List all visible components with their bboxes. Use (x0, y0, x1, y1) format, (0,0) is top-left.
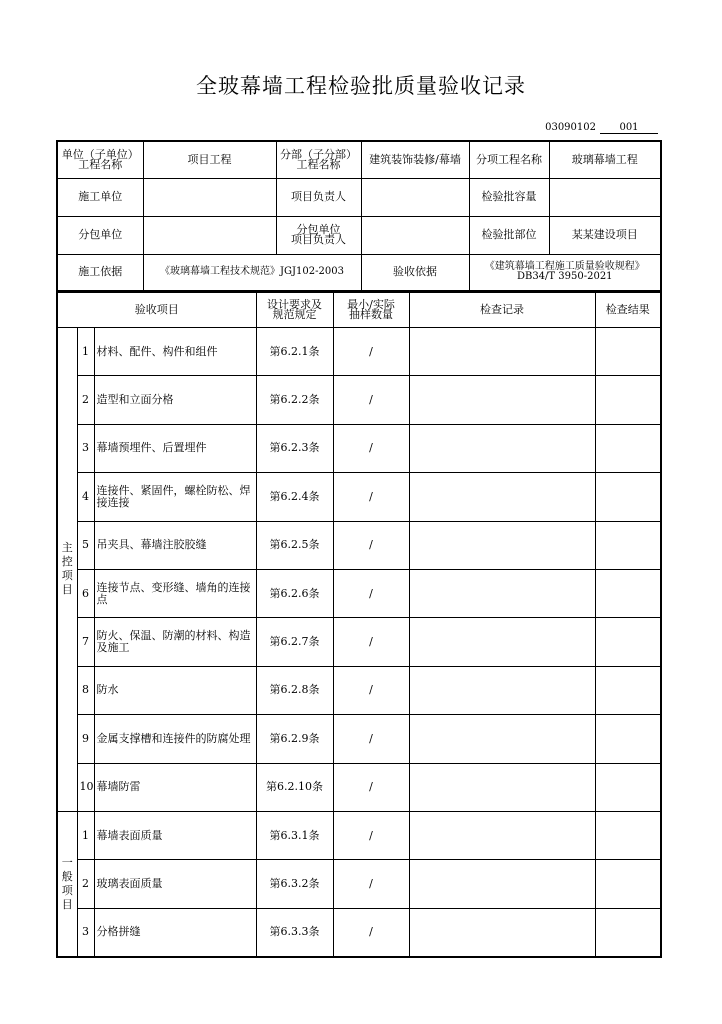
item-name: 材料、配件、构件和组件 (94, 328, 256, 376)
table-row (57, 715, 661, 763)
item-name: 玻璃表面质量 (94, 860, 256, 908)
item-record[interactable] (409, 666, 595, 714)
item-spec: 第6.3.3条 (256, 908, 333, 956)
item-result[interactable] (595, 618, 661, 666)
table-row (57, 569, 661, 617)
item-sample: / (333, 521, 409, 569)
item-spec: 第6.3.1条 (256, 811, 333, 859)
header-table (56, 140, 662, 292)
subitem-label: 分项工程名称 (469, 141, 549, 178)
item-record[interactable] (409, 763, 595, 811)
pm-label: 项目负责人 (276, 178, 361, 216)
sub-pm-label: 分包单位 项目负责人 (276, 216, 361, 254)
table-row (57, 811, 661, 859)
item-result[interactable] (595, 521, 661, 569)
item-no: 5 (77, 521, 94, 569)
item-no: 1 (77, 328, 94, 376)
division-label: 分部（子分部） 工程名称 (276, 141, 361, 178)
item-name: 分格拼缝 (94, 908, 256, 956)
item-no: 4 (77, 473, 94, 521)
item-result[interactable] (595, 666, 661, 714)
item-record[interactable] (409, 618, 595, 666)
group-label: 一 般 项 目 (57, 811, 77, 956)
col-result: 检查结果 (595, 293, 661, 328)
table-row (57, 763, 661, 811)
item-sample: / (333, 715, 409, 763)
item-result[interactable] (595, 328, 661, 376)
item-record[interactable] (409, 376, 595, 424)
item-sample: / (333, 376, 409, 424)
table-row (57, 908, 661, 956)
table-row (57, 376, 661, 424)
item-spec: 第6.2.9条 (256, 715, 333, 763)
pm-value (361, 178, 469, 216)
item-record[interactable] (409, 908, 595, 956)
item-record[interactable] (409, 424, 595, 472)
division-value: 建筑装饰装修/幕墙 (361, 141, 469, 178)
item-sample: / (333, 424, 409, 472)
item-result[interactable] (595, 860, 661, 908)
table-row (57, 521, 661, 569)
table-row (57, 424, 661, 472)
basis-label: 施工依据 (57, 254, 143, 291)
item-sample: / (333, 860, 409, 908)
item-name: 金属支撑槽和连接件的防腐处理 (94, 715, 256, 763)
item-name: 防水 (94, 666, 256, 714)
item-no: 7 (77, 618, 94, 666)
item-spec: 第6.2.4条 (256, 473, 333, 521)
item-record[interactable] (409, 328, 595, 376)
item-name: 幕墙防雷 (94, 763, 256, 811)
table-row (57, 473, 661, 521)
code-serial: 001 (600, 122, 658, 134)
unit-value: 项目工程 (143, 141, 276, 178)
col-spec: 设计要求及 规范规定 (256, 293, 333, 328)
item-spec: 第6.2.8条 (256, 666, 333, 714)
item-sample: / (333, 908, 409, 956)
item-name: 连接节点、变形缝、墙角的连接点 (94, 569, 256, 617)
item-no: 3 (77, 908, 94, 956)
col-item: 验收项目 (57, 293, 256, 328)
item-no: 10 (77, 763, 94, 811)
item-name: 吊夹具、幕墙注胶胶缝 (94, 521, 256, 569)
table-row (57, 328, 661, 376)
item-spec: 第6.2.7条 (256, 618, 333, 666)
item-no: 9 (77, 715, 94, 763)
capacity-label: 检验批容量 (469, 178, 549, 216)
item-result[interactable] (595, 376, 661, 424)
item-name: 幕墙表面质量 (94, 811, 256, 859)
item-sample: / (333, 763, 409, 811)
item-sample: / (333, 328, 409, 376)
item-result[interactable] (595, 908, 661, 956)
item-sample: / (333, 811, 409, 859)
item-name: 幕墙预埋件、后置埋件 (94, 424, 256, 472)
item-spec: 第6.2.10条 (256, 763, 333, 811)
location-label: 检验批部位 (469, 216, 549, 254)
unit-label: 单位（子单位） 工程名称 (57, 141, 143, 178)
item-result[interactable] (595, 569, 661, 617)
record-code (520, 122, 658, 134)
table-row (57, 618, 661, 666)
inspection-table (56, 292, 662, 958)
contractor-value (143, 178, 276, 216)
item-spec: 第6.2.1条 (256, 328, 333, 376)
item-record[interactable] (409, 521, 595, 569)
basis-value: 《玻璃幕墙工程技术规范》JGJ102-2003 (143, 254, 361, 291)
item-no: 8 (77, 666, 94, 714)
item-record[interactable] (409, 569, 595, 617)
accept-basis-label: 验收依据 (361, 254, 469, 291)
item-no: 2 (77, 376, 94, 424)
item-spec: 第6.2.5条 (256, 521, 333, 569)
item-sample: / (333, 569, 409, 617)
item-spec: 第6.2.6条 (256, 569, 333, 617)
item-result[interactable] (595, 715, 661, 763)
group-label: 主 控 项 目 (57, 328, 77, 812)
subitem-value: 玻璃幕墙工程 (549, 141, 661, 178)
item-sample: / (333, 473, 409, 521)
item-no: 3 (77, 424, 94, 472)
table-row (57, 666, 661, 714)
item-record[interactable] (409, 811, 595, 859)
contractor-label: 施工单位 (57, 178, 143, 216)
accept-basis-value: 《建筑幕墙工程施工质量验收规程》 DB34/T 3950-2021 (469, 254, 661, 291)
item-sample: / (333, 618, 409, 666)
item-spec: 第6.2.2条 (256, 376, 333, 424)
item-name: 造型和立面分格 (94, 376, 256, 424)
item-sample: / (333, 666, 409, 714)
item-result[interactable] (595, 473, 661, 521)
table-row (57, 860, 661, 908)
sub-label: 分包单位 (57, 216, 143, 254)
location-value: 某某建设项目 (549, 216, 661, 254)
item-spec: 第6.3.2条 (256, 860, 333, 908)
item-spec: 第6.2.3条 (256, 424, 333, 472)
col-sample: 最小/实际 抽样数量 (333, 293, 409, 328)
item-no: 2 (77, 860, 94, 908)
item-no: 1 (77, 811, 94, 859)
col-record: 检查记录 (409, 293, 595, 328)
item-record[interactable] (409, 473, 595, 521)
item-record[interactable] (409, 860, 595, 908)
item-name: 防火、保温、防潮的材料、构造及施工 (94, 618, 256, 666)
item-name: 连接件、紧固件，螺栓防松、焊接连接 (94, 473, 256, 521)
sub-pm-value (361, 216, 469, 254)
item-no: 6 (77, 569, 94, 617)
page-title: 全玻幕墙工程检验批质量验收记录 (196, 74, 526, 98)
item-result[interactable] (595, 763, 661, 811)
capacity-value (549, 178, 661, 216)
item-record[interactable] (409, 715, 595, 763)
sub-value (143, 216, 276, 254)
code-number: 03090102 (545, 122, 596, 133)
item-result[interactable] (595, 811, 661, 859)
item-result[interactable] (595, 424, 661, 472)
